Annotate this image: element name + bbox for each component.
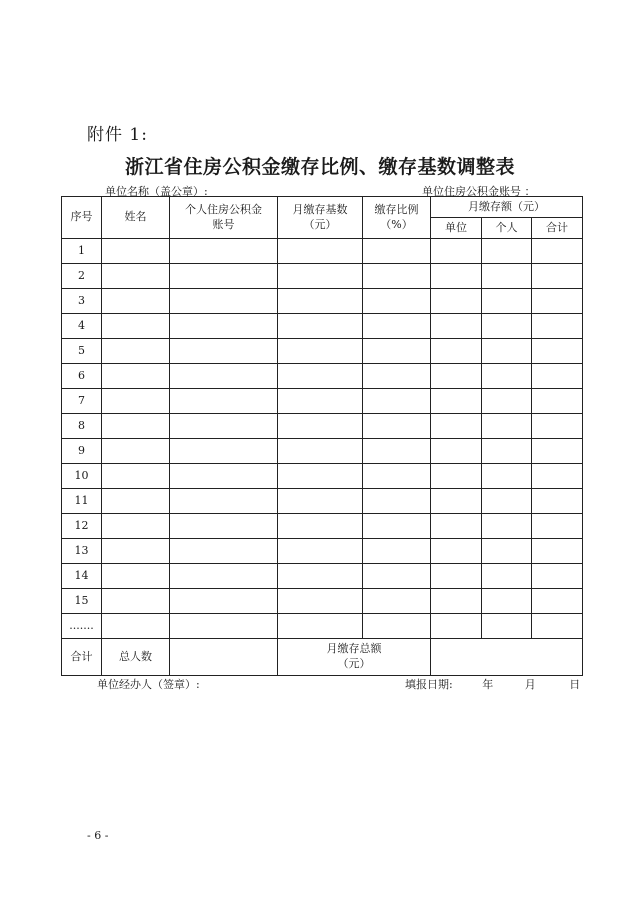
amount-total-cell[interactable] [532,314,583,339]
table-row [62,414,583,439]
row-seq: ....... [62,614,102,639]
day-label: 日 [569,678,581,691]
account-cell[interactable] [170,489,278,514]
account-cell[interactable] [170,439,278,464]
name-cell[interactable] [102,464,170,489]
ratio-cell[interactable] [363,464,431,489]
amount-total-cell[interactable] [532,389,583,414]
table-row [62,264,583,289]
amount-person-cell[interactable] [482,339,532,364]
table-row [62,439,583,464]
name-cell[interactable] [102,514,170,539]
ratio-cell[interactable] [363,539,431,564]
row-seq: 11 [62,489,102,514]
row-seq: 4 [62,314,102,339]
ratio-header [363,197,431,239]
base-cell[interactable] [278,314,363,339]
amount-person-cell[interactable] [482,489,532,514]
account-cell[interactable] [170,539,278,564]
amount-person-header: 个人 [482,218,532,239]
amount-person-cell[interactable] [482,314,532,339]
amount-unit-cell[interactable] [431,564,482,589]
month-label: 月 [524,678,536,691]
ratio-cell[interactable] [363,289,431,314]
ratio-cell[interactable] [363,239,431,264]
account-header-line2: 账号 [212,217,235,231]
seq-header: 序号 [62,197,102,239]
base-header-line1: 月缴存基数 [292,202,348,216]
base-header [278,197,363,239]
amount-total-cell[interactable] [532,514,583,539]
amount-person-cell[interactable] [482,464,532,489]
table-row [62,339,583,364]
base-cell[interactable] [278,464,363,489]
headcount-label: 总人数 [102,639,170,676]
ratio-cell[interactable] [363,264,431,289]
amount-unit-cell[interactable] [431,414,482,439]
amount-unit-cell[interactable] [431,389,482,414]
table-row [62,389,583,414]
page-title: 浙江省住房公积金缴存比例、缴存基数调整表 [124,156,515,178]
amount-total-cell[interactable] [532,264,583,289]
account-cell[interactable] [170,339,278,364]
name-header: 姓名 [102,197,170,239]
amount-total-cell[interactable] [532,489,583,514]
name-cell[interactable] [102,489,170,514]
base-cell[interactable] [278,339,363,364]
account-header-line1: 个人住房公积金 [185,202,262,216]
table-row [62,514,583,539]
adjustment-table [61,196,583,676]
unit-name-label: 单位名称（盖公章）: [105,185,208,198]
year-label: 年 [482,678,494,691]
base-cell[interactable] [278,264,363,289]
amount-total-cell[interactable] [532,439,583,464]
name-cell[interactable] [102,364,170,389]
amount-unit-cell[interactable] [431,264,482,289]
total-label: 合计 [62,639,102,676]
base-cell[interactable] [278,539,363,564]
amount-unit-cell[interactable] [431,614,482,639]
row-seq: 5 [62,339,102,364]
base-cell[interactable] [278,364,363,389]
amount-total-cell[interactable] [532,464,583,489]
handler-label: 单位经办人（签章）: [97,678,200,691]
amount-unit-cell[interactable] [431,589,482,614]
amount-total-cell[interactable] [532,239,583,264]
ratio-cell[interactable] [363,589,431,614]
amount-total-cell[interactable] [532,364,583,389]
account-cell[interactable] [170,564,278,589]
name-cell[interactable] [102,314,170,339]
table-row [62,289,583,314]
table-row [62,364,583,389]
table-row [62,564,583,589]
ratio-cell[interactable] [363,414,431,439]
base-cell[interactable] [278,564,363,589]
amount-total-cell[interactable] [532,289,583,314]
account-cell[interactable] [170,264,278,289]
row-seq: 15 [62,589,102,614]
base-cell[interactable] [278,289,363,314]
amount-unit-cell[interactable] [431,539,482,564]
amount-person-cell[interactable] [482,264,532,289]
account-header [170,197,278,239]
amount-unit-cell[interactable] [431,464,482,489]
row-seq: 9 [62,439,102,464]
row-seq: 12 [62,514,102,539]
page-number: - 6 - [87,829,109,842]
amount-person-cell[interactable] [482,564,532,589]
ratio-cell[interactable] [363,614,431,639]
row-seq: 13 [62,539,102,564]
row-seq: 2 [62,264,102,289]
table-row [62,589,583,614]
attachment-label: 附件 1: [87,125,148,145]
account-cell[interactable] [170,464,278,489]
fill-date [405,676,580,692]
name-cell[interactable] [102,539,170,564]
account-cell[interactable] [170,514,278,539]
base-cell[interactable] [278,414,363,439]
amount-total-cell[interactable] [532,589,583,614]
headcount-cell[interactable] [170,639,278,676]
name-cell[interactable] [102,389,170,414]
ratio-cell[interactable] [363,564,431,589]
row-seq: 6 [62,364,102,389]
amount-person-cell[interactable] [482,589,532,614]
amount-unit-cell[interactable] [431,239,482,264]
account-cell[interactable] [170,389,278,414]
total-amount-line2: （元） [337,657,371,670]
ratio-cell[interactable] [363,439,431,464]
base-cell[interactable] [278,589,363,614]
amount-person-cell[interactable] [482,514,532,539]
name-cell[interactable] [102,439,170,464]
account-cell[interactable] [170,364,278,389]
name-cell[interactable] [102,239,170,264]
account-cell[interactable] [170,589,278,614]
fill-date-label: 填报日期: [405,678,453,691]
amount-person-cell[interactable] [482,614,532,639]
table-row [62,489,583,514]
amount-unit-cell[interactable] [431,339,482,364]
total-row [62,639,583,676]
name-cell[interactable] [102,614,170,639]
row-seq: 10 [62,464,102,489]
row-seq: 3 [62,289,102,314]
amount-total-cell[interactable] [532,539,583,564]
ratio-cell[interactable] [363,314,431,339]
base-header-line2: （元） [303,217,337,231]
amount-person-cell[interactable] [482,414,532,439]
amount-unit-cell[interactable] [431,514,482,539]
amount-unit-cell[interactable] [431,489,482,514]
name-cell[interactable] [102,589,170,614]
name-cell[interactable] [102,414,170,439]
name-cell[interactable] [102,264,170,289]
base-cell[interactable] [278,514,363,539]
row-seq: 14 [62,564,102,589]
account-cell[interactable] [170,614,278,639]
amount-unit-cell[interactable] [431,364,482,389]
row-seq: 1 [62,239,102,264]
ratio-cell[interactable] [363,339,431,364]
base-cell[interactable] [278,614,363,639]
row-seq: 7 [62,389,102,414]
table-row [62,539,583,564]
amount-person-cell[interactable] [482,439,532,464]
ratio-cell[interactable] [363,489,431,514]
amount-person-cell[interactable] [482,239,532,264]
amount-unit-header: 单位 [431,218,482,239]
amount-total-cell[interactable] [532,564,583,589]
name-cell[interactable] [102,564,170,589]
table-row [62,464,583,489]
header-row-1 [62,197,583,218]
base-cell[interactable] [278,389,363,414]
total-amount-line1: 月缴存总额 [326,642,382,656]
amount-person-cell[interactable] [482,539,532,564]
amount-unit-cell[interactable] [431,289,482,314]
name-cell[interactable] [102,339,170,364]
amount-total-cell[interactable] [532,339,583,364]
base-cell[interactable] [278,489,363,514]
ratio-cell[interactable] [363,389,431,414]
amount-total-cell[interactable] [532,414,583,439]
amount-unit-cell[interactable] [431,314,482,339]
account-cell[interactable] [170,314,278,339]
table-row [62,239,583,264]
account-cell[interactable] [170,414,278,439]
amount-person-cell[interactable] [482,289,532,314]
amount-total-cell[interactable] [532,614,583,639]
table-body [62,239,583,639]
ratio-cell[interactable] [363,364,431,389]
amount-group-header: 月缴存额（元） [431,197,583,218]
account-cell[interactable] [170,239,278,264]
name-cell[interactable] [102,289,170,314]
ratio-header-line1: 缴存比例 [374,202,419,216]
account-cell[interactable] [170,289,278,314]
amount-person-cell[interactable] [482,364,532,389]
total-amount-cell[interactable] [431,639,583,676]
unit-account-label: 单位住房公积金账号 ： [422,185,536,198]
base-cell[interactable] [278,439,363,464]
ratio-cell[interactable] [363,514,431,539]
base-cell[interactable] [278,239,363,264]
row-seq: 8 [62,414,102,439]
table-row [62,314,583,339]
amount-unit-cell[interactable] [431,439,482,464]
amount-person-cell[interactable] [482,389,532,414]
amount-total-header: 合计 [532,218,583,239]
total-amount-label [278,639,431,676]
table-row [62,614,583,639]
ratio-header-line2: （%） [380,217,413,231]
